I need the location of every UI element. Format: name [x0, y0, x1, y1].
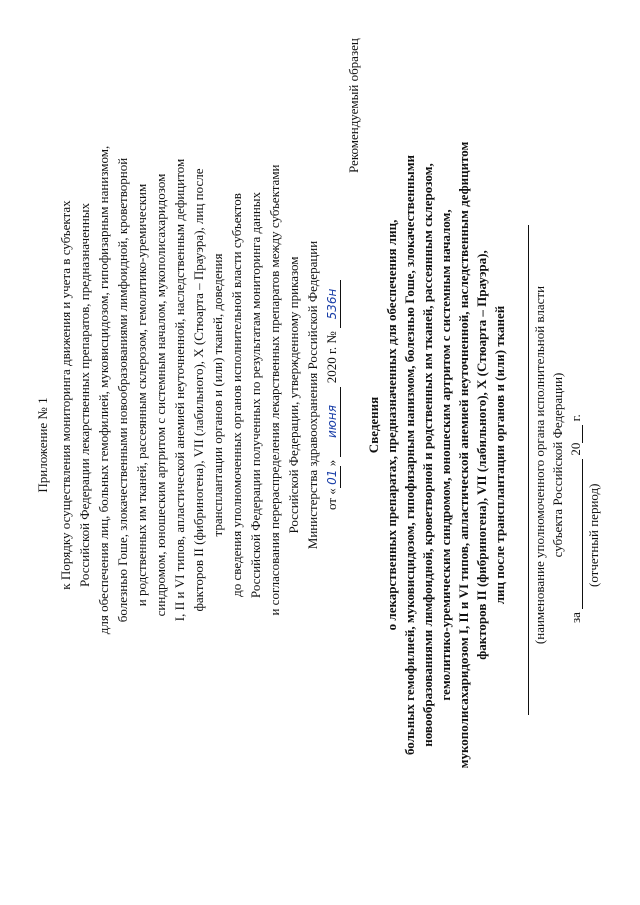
header-line: I, II и VI типов, апластической анемией неуточненной, наследственным дефицитом: [172, 158, 187, 622]
period-suffix: г.: [568, 414, 583, 422]
report-line: лиц после трансплантации органов и (или) тканей: [492, 305, 507, 605]
authority-caption: (наименование уполномоченного органа исполнительной власти: [532, 285, 547, 645]
order-month: июня: [325, 387, 341, 457]
period-year-field[interactable]: [569, 425, 583, 443]
header-line: и родственных им тканей, рассеянным склерозом, гемолитико-уремическим: [134, 183, 149, 607]
header-line: к Порядку осуществления мониторинга движения и учета в субъектах: [58, 200, 73, 590]
order-reference: [324, 115, 341, 675]
period-field[interactable]: [569, 459, 583, 609]
header-line: болезнью Гоше, злокачественными новообразованиями лимфоидной, кроветворной: [115, 157, 130, 623]
authority-name-line[interactable]: [528, 225, 529, 715]
report-line: гемолитико-уремическим синдромом, юношеским артритом с системным началом,: [438, 209, 453, 701]
order-prefix: от «: [324, 488, 339, 511]
order-mid: »: [324, 459, 339, 467]
report-line: новообразованиями лимфоидной, кроветворной и родственных им тканей, рассеянным склерозом,: [420, 163, 435, 747]
order-number: 536н: [325, 280, 341, 328]
header-line: для обеспечения лиц, больных гемофилией, муковисцидозом, гипофизарным нанизмом,: [96, 145, 111, 635]
report-line: больных гемофилией, муковисцидозом, гипофизарным нанизмом, болезнью Гоше, злокачественными: [402, 154, 417, 756]
header-line: Российской Федерации полученных по результатам мониторинга данных: [248, 191, 263, 599]
sample-label: Рекомендуемый образец: [346, 38, 361, 173]
header-line: Российской Федерации лекарственных препаратов, предназначенных: [77, 202, 92, 588]
header-line: и согласования перераспределения лекарственных препаратов между субъектами: [267, 164, 282, 616]
report-title: Сведения: [366, 396, 381, 454]
report-line: мукополисахаридозом I, II и VI типов, апластической анемией неуточненной, наследственным дефицитом: [456, 141, 471, 769]
order-year: 2020 г. №: [324, 331, 339, 384]
reporting-period: [568, 414, 583, 623]
period-caption: (отчетный период): [586, 483, 601, 587]
report-line: факторов II (фибриногена), VII (лабильного), X (Стюарта – Прауэра),: [474, 250, 489, 660]
header-line: синдромом, юношеским артритом с системным началом, мукополисахаридозом: [153, 173, 168, 617]
order-day: 01: [325, 466, 341, 488]
header-line: Российской Федерации, утвержденному приказом: [286, 256, 301, 534]
authority-caption: субъекта Российской Федерации): [550, 372, 565, 558]
report-line: о лекарственных препаратах, предназначенных для обеспечения лиц,: [384, 219, 399, 631]
appendix-title: Приложение № 1: [35, 397, 50, 493]
period-year-prefix: 20: [568, 442, 583, 456]
period-prefix: за: [568, 612, 583, 623]
header-line: факторов II (фибриногена), VII (лабильного), X (Стюарта – Прауэра), лиц после: [191, 168, 206, 612]
header-line: до сведения уполномоченных органов исполнительной власти субъектов: [229, 193, 244, 597]
header-line: трансплантации органов и (или) тканей, доведения: [210, 253, 225, 537]
header-line: Министерства здравоохранения Российской Федерации: [305, 240, 320, 550]
